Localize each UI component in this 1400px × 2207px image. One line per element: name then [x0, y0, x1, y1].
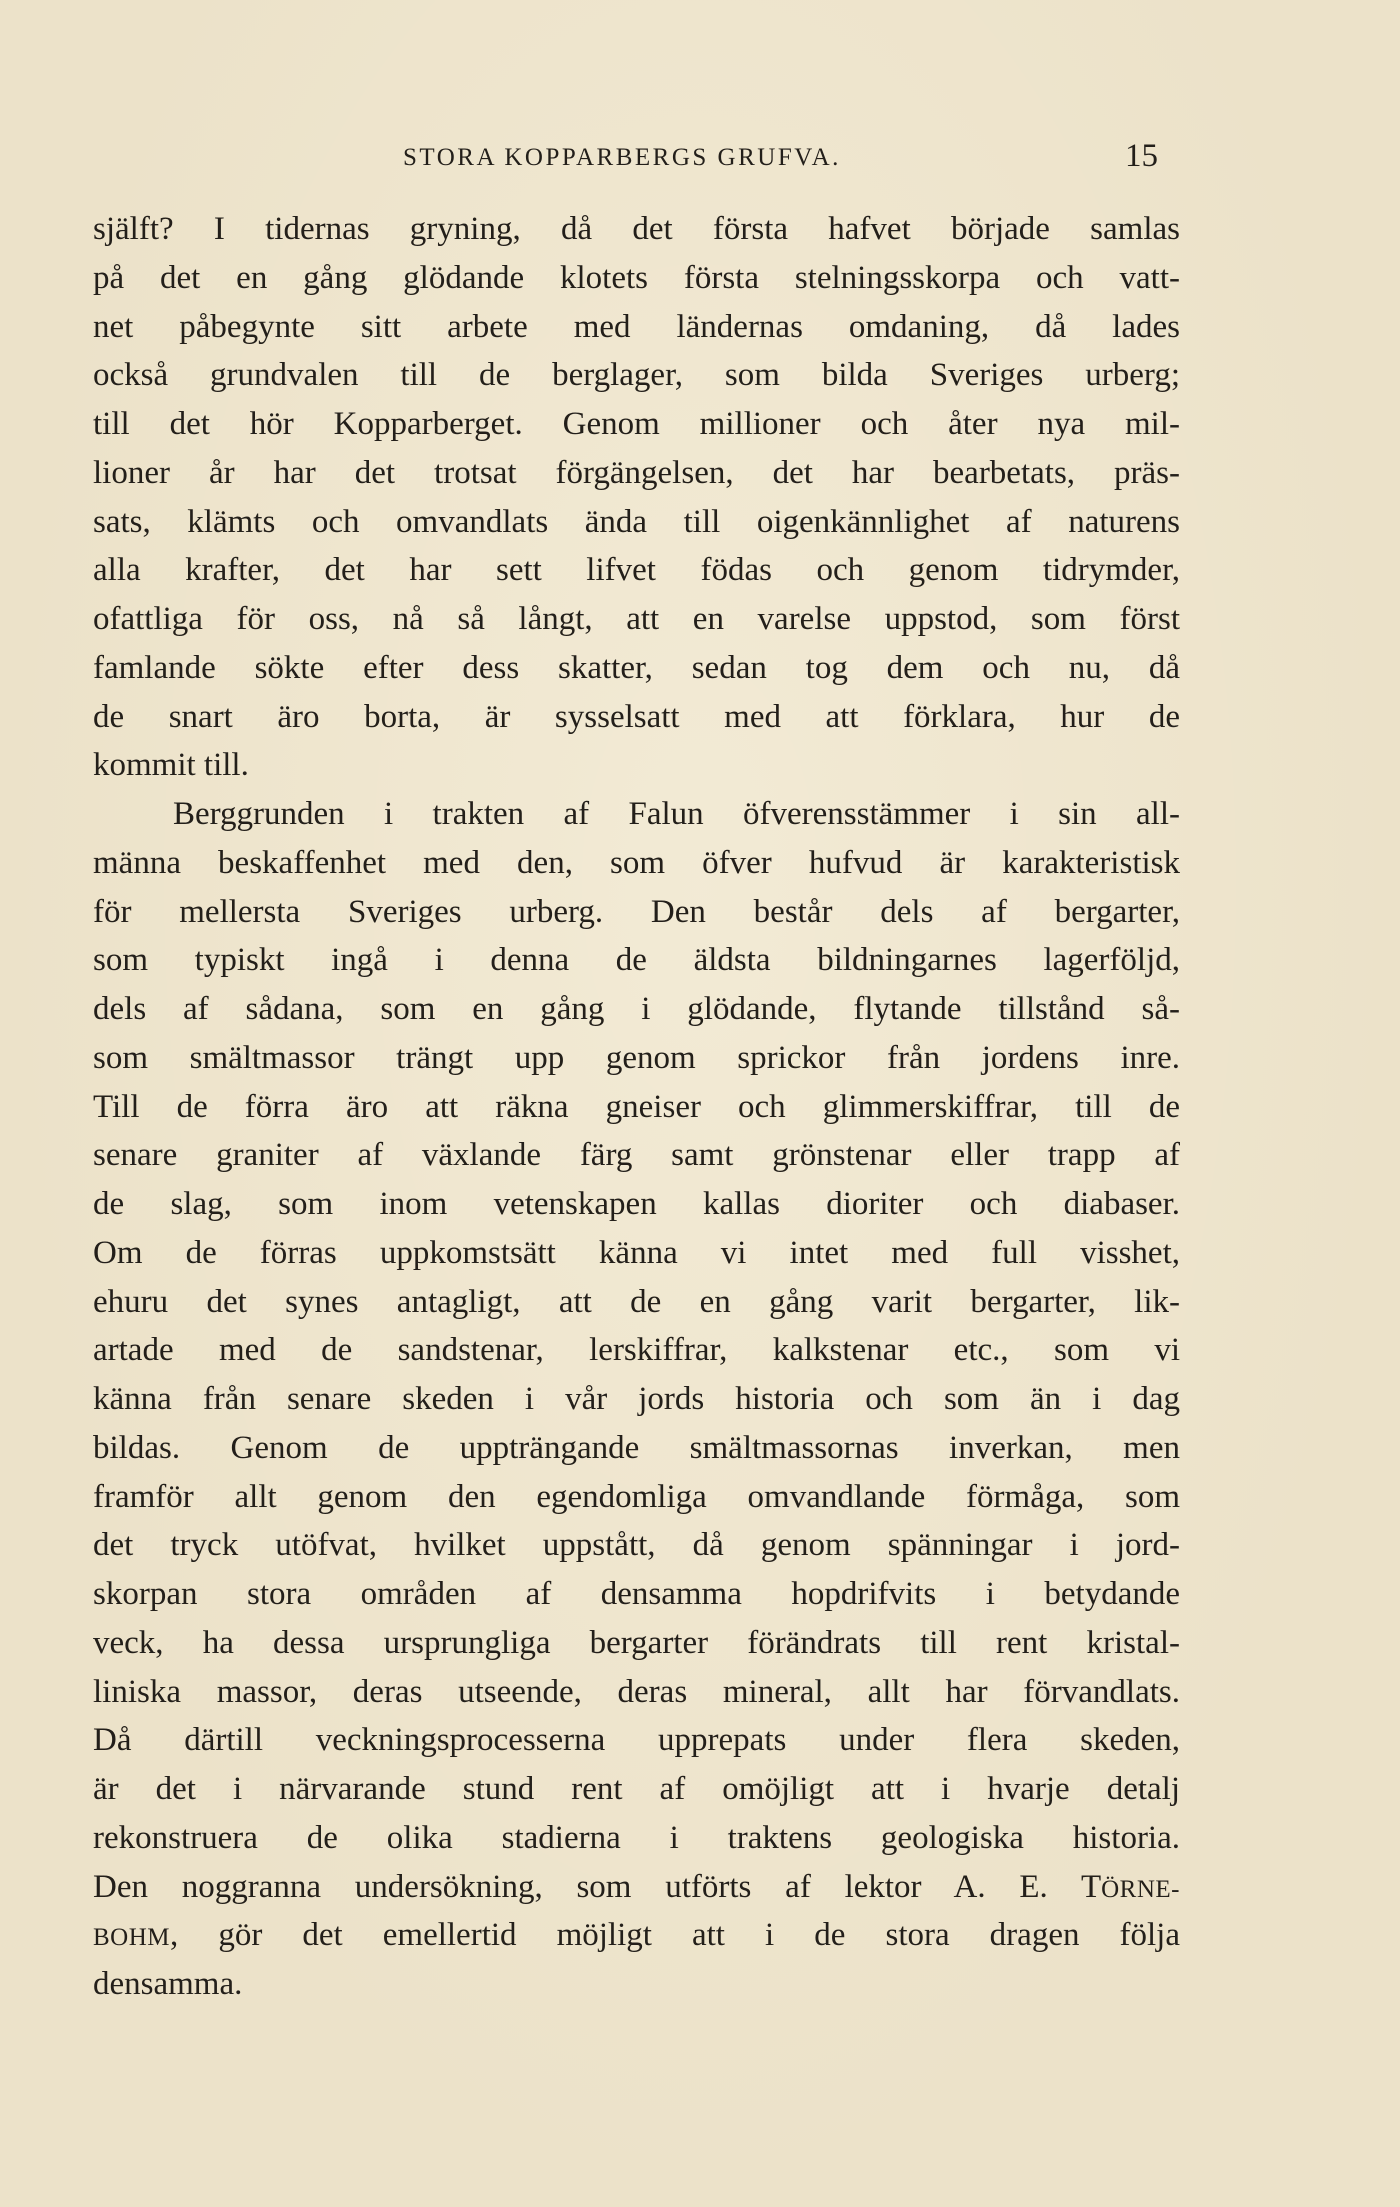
text-line: kommit till.	[93, 747, 249, 784]
text-line: net påbegynte sitt arbete med ländernas omdaning, då lades	[93, 308, 1180, 345]
text-line: som typiskt ingå i denna de äldsta bildningarnes lagerföljd,	[93, 942, 1180, 979]
text-line: ehuru det synes antagligt, att de en gång varit bergarter, lik-	[93, 1283, 1180, 1320]
text-line: Den noggranna undersökning, som utförts af lektor A. E. TÖRNE-	[93, 1868, 1180, 1905]
text-line: artade med de sandstenar, lerskiffrar, kalkstenar etc., som vi	[93, 1332, 1180, 1369]
text-line: bildas. Genom de uppträngande smältmassornas inverkan, men	[93, 1429, 1180, 1466]
text-line: alla krafter, det har sett lifvet födas och genom tidrymder,	[93, 552, 1180, 589]
running-title: STORA KOPPARBERGS GRUFVA.	[403, 144, 841, 171]
text-line: männa beskaffenhet med den, som öfver hufvud är karakteristisk	[93, 844, 1180, 881]
text-line: veck, ha dessa ursprungliga bergarter förändrats till rent kristal-	[93, 1624, 1180, 1661]
text-line: som smältmassor trängt upp genom sprickor från jordens inre.	[93, 1039, 1180, 1076]
running-head	[0, 140, 1400, 180]
text-line: det tryck utöfvat, hvilket uppstått, då genom spänningar i jord-	[93, 1527, 1180, 1564]
text-line: Berggrunden i trakten af Falun öfverensstämmer i sin all-	[173, 796, 1180, 832]
text-line: densamma.	[93, 1966, 243, 2002]
text-line: de slag, som inom vetenskapen kallas dioriter och diabaser.	[93, 1186, 1180, 1222]
text-line: är det i närvarande stund rent af omöjligt att i hvarje detalj	[93, 1771, 1180, 1807]
text-line: famlande sökte efter dess skatter, sedan tog dem och nu, då	[93, 649, 1180, 686]
text-line: sats, klämts och omvandlats ända till oigenkännlighet af naturens	[93, 503, 1180, 540]
text-line: ofattliga för oss, nå så långt, att en varelse uppstod, som först	[93, 601, 1180, 637]
text-line: på det en gång glödande klotets första stelningsskorpa och vatt-	[93, 259, 1180, 296]
text-line: Då därtill veckningsprocesserna upprepats under flera skeden,	[93, 1722, 1180, 1759]
text-line: också grundvalen till de berglager, som bilda Sveriges urberg;	[93, 357, 1180, 394]
text-line: för mellersta Sveriges urberg. Den består dels af bergarter,	[93, 893, 1180, 930]
page-number: 15	[1125, 138, 1158, 174]
text-line: BOHM, gör det emellertid möjligt att i de stora dragen följa	[93, 1917, 1180, 1954]
text-line: till det hör Kopparberget. Genom millioner och åter nya mil-	[93, 406, 1180, 442]
body-text	[93, 205, 1180, 2009]
text-line: själft? I tidernas gryning, då det första hafvet började samlas	[93, 211, 1180, 247]
text-line: rekonstruera de olika stadierna i traktens geologiska historia.	[93, 1819, 1180, 1856]
text-line: Om de förras uppkomstsätt känna vi intet med full visshet,	[93, 1234, 1180, 1271]
text-line: dels af sådana, som en gång i glödande, flytande tillstånd så-	[93, 991, 1180, 1027]
text-line: Till de förra äro att räkna gneiser och glimmerskiffrar, till de	[93, 1088, 1180, 1125]
text-line: känna från senare skeden i vår jords historia och som än i dag	[93, 1381, 1180, 1417]
text-line: de snart äro borta, är sysselsatt med att förklara, hur de	[93, 698, 1180, 735]
text-line: framför allt genom den egendomliga omvandlande förmåga, som	[93, 1478, 1180, 1515]
text-line: liniska massor, deras utseende, deras mineral, allt har förvandlats.	[93, 1673, 1180, 1710]
text-line: senare graniter af växlande färg samt grönstenar eller trapp af	[93, 1137, 1180, 1174]
text-line: skorpan stora områden af densamma hopdrifvits i betydande	[93, 1576, 1180, 1612]
text-line: lioner år har det trotsat förgängelsen, det har bearbetats, präs-	[93, 454, 1180, 491]
